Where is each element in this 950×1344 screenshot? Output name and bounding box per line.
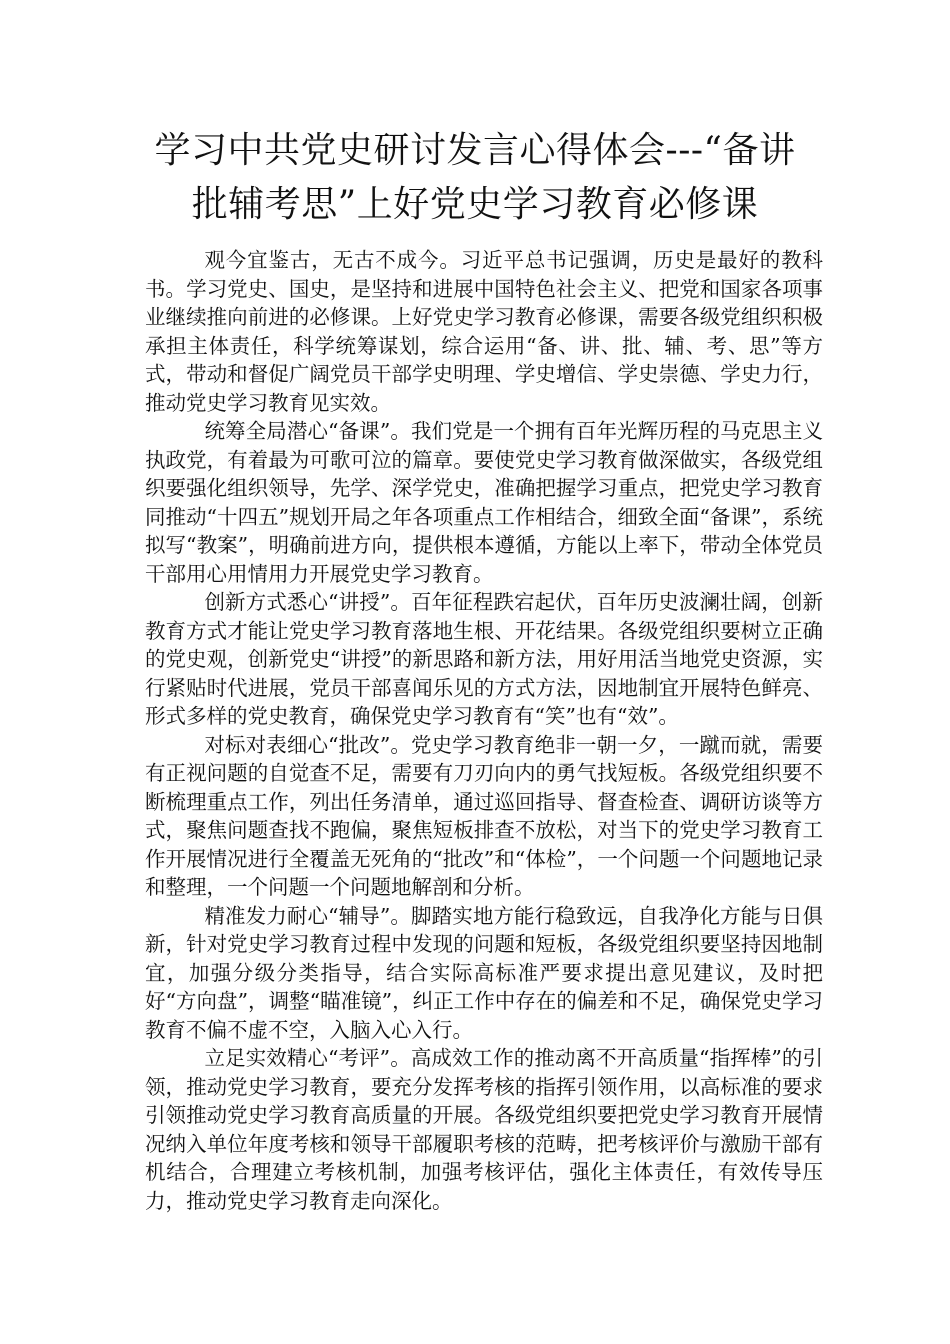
title-line-2: 批辅考思”上好党史学习教育必修课 — [191, 184, 759, 225]
title-line-1: 学习中共党史研讨发言心得体会---“备讲 — [154, 130, 796, 171]
paragraph-evaluate: 立足实效精心“考评”。高成效工作的推动离不开高质量“指挥棒”的引领，推动党史学习教育，要充分发挥考核的指挥引领作用，以高标准的要求引领推动党史学习教育高质量的开展。各级党组织要把党史学习教育开展情况纳入单位年度考核和领导干部履职考核的范畴，把考核评价与激励干部有机结合，合理建立考核机制，加强考核评估，强化主体责任，有效传导压力，推动党史学习教育走向深化。 — [145, 1046, 823, 1213]
paragraph-correct: 对标对表细心“批改”。党史学习教育绝非一朝一夕，一蹴而就，需要有正视问题的自觉查不足，需要有刀刃向内的勇气找短板。各级党组织要不断梳理重点工作，列出任务清单，通过巡回指导、督查检查、调研访谈等方式，聚焦问题查找不跑偏，聚焦短板排查不放松，对当下的党史学习教育工作开展情况进行全覆盖无死角的“批改”和“体检”，一个问题一个问题地记录和整理，一个问题一个问题地解剖和分析。 — [145, 732, 823, 899]
paragraph-guide: 精准发力耐心“辅导”。脚踏实地方能行稳致远，自我净化方能与日俱新，针对党史学习教育过程中发现的问题和短板，各级党组织要坚持因地制宜，加强分级分类指导，结合实际高标准严要求提出意见建议，及时把好“方向盘”，调整“瞄准镜”，纠正工作中存在的偏差和不足，确保党史学习教育不偏不虚不空，入脑入心入行。 — [145, 903, 823, 1042]
paragraph-intro: 观今宜鉴古，无古不成今。习近平总书记强调，历史是最好的教科书。学习党史、国史，是坚持和进展中国特色社会主义、把党和国家各项事业继续推向前进的必修课。上好党史学习教育必修课，需要各级党组织积极承担主体责任，科学统筹谋划，综合运用“备、讲、批、辅、考、思”等方式，带动和督促广阔党员干部学史明理、学史增信、学史崇德、学史力行，推动党史学习教育见实效。 — [145, 248, 823, 415]
paragraph-prepare: 统筹全局潜心“备课”。我们党是一个拥有百年光辉历程的马克思主义执政党，有着最为可歌可泣的篇章。要使党史学习教育做深做实，各级党组织要强化组织领导，先学、深学党史，准确把握学习重点，把党史学习教育同推动“十四五”规划开局之年各项重点工作相结合，细致全面“备课”，系统拟写“教案”，明确前进方向，提供根本遵循，方能以上率下，带动全体党员干部用心用情用力开展党史学习教育。 — [145, 419, 823, 586]
paragraph-teach: 创新方式悉心“讲授”。百年征程跌宕起伏，百年历史波澜壮阔，创新教育方式才能让党史学习教育落地生根、开花结果。各级党组织要树立正确的党史观，创新党史“讲授”的新思路和新方法，用好用活当地党史资源，实行紧贴时代进展，党员干部喜闻乐见的方式方法，因地制宜开展特色鲜亮、形式多样的党史教育，确保党史学习教育有“笑”也有“效”。 — [145, 590, 823, 728]
document-title — [120, 124, 830, 232]
document-body — [145, 246, 823, 1215]
